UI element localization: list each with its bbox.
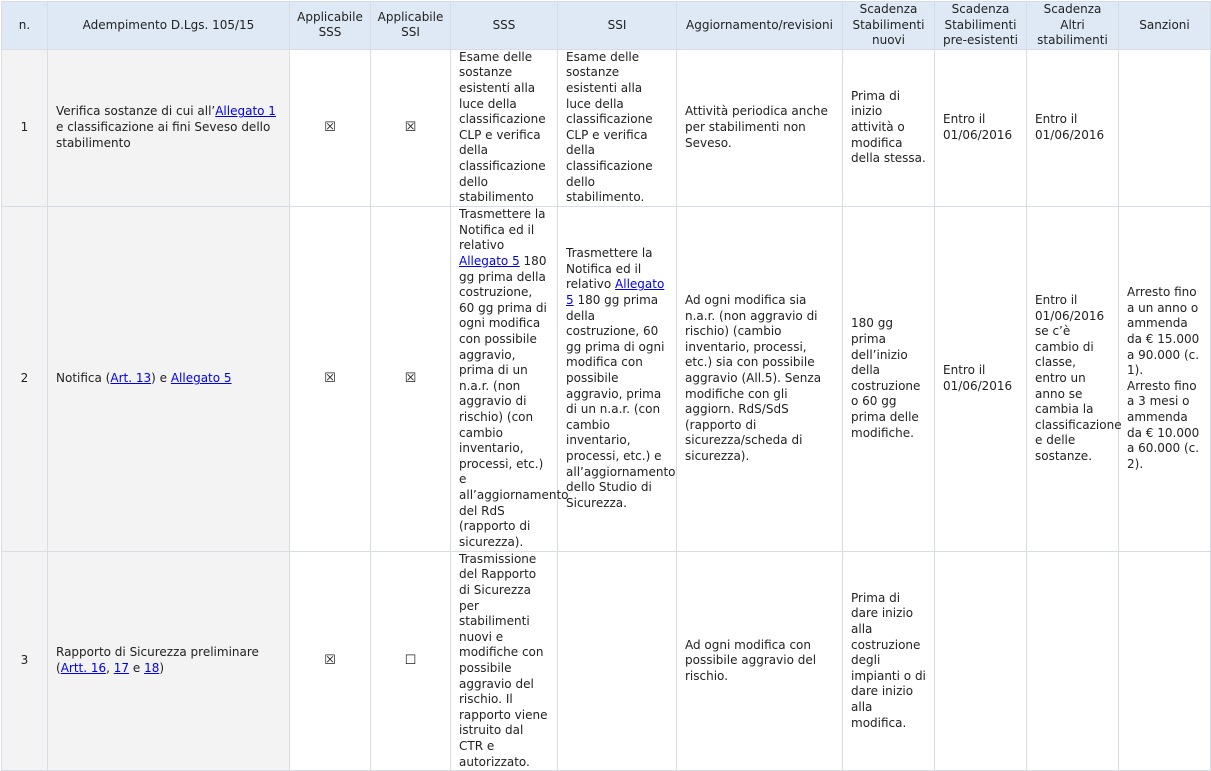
adempimento-text: e classificazione ai fini Seveso dello stabilimento	[56, 119, 271, 150]
adempimento-text: ) e	[151, 370, 171, 385]
art-18-link[interactable]: 18	[144, 660, 160, 675]
adempimento-text: ,	[106, 660, 114, 675]
sanzioni-cell	[1119, 551, 1211, 770]
table-row	[2, 206, 1211, 551]
art-13-link[interactable]: Art. 13	[110, 370, 152, 385]
header-n: n.	[2, 2, 48, 50]
ssi-cell	[558, 206, 677, 551]
adempimento-cell	[48, 551, 290, 770]
sss-cell: Esame delle sostanze esistenti alla luce della classificazione CLP e verifica della classificazione dello stabilimento	[451, 49, 558, 206]
sanzioni-text: Arresto fino a 3 mesi o ammenda da € 10.000 a 60.000 (c. 2).	[1127, 378, 1200, 471]
adempimento-text: )	[159, 660, 165, 675]
scadenza-altri-cell: Entro il 01/06/2016 se c’è cambio di classe, entro un anno se cambia la classificazione e delle sostanze.	[1027, 206, 1119, 551]
header-adempimento: Adempimento D.Lgs. 105/15	[48, 2, 290, 50]
applicabile-sss-checkbox: ☒	[290, 206, 371, 551]
aggiornamento-cell: Ad ogni modifica sia n.a.r. (non aggravio di rischio) (cambio inventario, processi, etc.) sia con possibile aggravio (All.5). Senza modifiche con gli aggiorn. RdS/SdS (rapporto di sicurezza/scheda di sicurezza).	[677, 206, 843, 551]
header-scadenza-pre-esistenti: Scadenza Stabilimenti pre-esistenti	[935, 2, 1027, 50]
header-row	[2, 2, 1211, 50]
allegato-5-link[interactable]: Allegato 5	[459, 254, 520, 269]
scadenza-pre-cell: Entro il 01/06/2016	[935, 206, 1027, 551]
row-number: 2	[2, 206, 48, 551]
allegato-5-link[interactable]: Allegato 5	[170, 370, 232, 385]
sanzioni-text: Arresto fino a un anno o ammenda da € 15.000 a 90.000 (c. 1).	[1127, 285, 1200, 378]
adempimenti-table	[1, 1, 1211, 771]
applicabile-ssi-checkbox: ☒	[371, 49, 451, 206]
table-row	[2, 49, 1211, 206]
sss-text: Trasmettere la Notifica ed il relativo	[459, 207, 546, 253]
adempimento-text: Notifica (	[56, 370, 111, 385]
header-ssi: SSI	[558, 2, 677, 50]
applicabile-sss-checkbox: ☒	[290, 49, 371, 206]
sanzioni-cell	[1119, 49, 1211, 206]
scadenza-altri-cell	[1027, 551, 1119, 770]
ssi-cell	[558, 551, 677, 770]
header-scadenza-altri: Scadenza Altri stabilimenti	[1027, 2, 1119, 50]
ssi-text: Trasmettere la Notifica ed il relativo	[566, 246, 653, 292]
sss-cell: Trasmissione del Rapporto di Sicurezza per stabilimenti nuovi e modifiche con possibile aggravio del rischio. Il rapporto viene istruito dal CTR e autorizzato.	[451, 551, 558, 770]
scadenza-nuovi-cell: Prima di dare inizio alla costruzione degli impianti o di dare inizio alla modifica.	[843, 551, 935, 770]
sanzioni-cell	[1119, 206, 1211, 551]
header-sanzioni: Sanzioni	[1119, 2, 1211, 50]
row-number: 3	[2, 551, 48, 770]
header-applicabile-ssi: Applicabile SSI	[371, 2, 451, 50]
allegato-1-link[interactable]: Allegato 1	[215, 104, 276, 119]
applicabile-sss-checkbox: ☒	[290, 551, 371, 770]
aggiornamento-cell: Attività periodica anche per stabilimenti non Seveso.	[677, 49, 843, 206]
scadenza-altri-cell: Entro il 01/06/2016	[1027, 49, 1119, 206]
row-number: 1	[2, 49, 48, 206]
ssi-text: 180 gg prima della costruzione, 60 gg prima di ogni modifica con possibile aggravio, prima di un n.a.r. (con cambio inventario, processi, etc.) e all’aggiornamento dello Studio di Sicurezza.	[566, 293, 676, 510]
adempimento-cell	[48, 49, 290, 206]
scadenza-nuovi-cell: Prima di inizio attività o modifica della stessa.	[843, 49, 935, 206]
adempimento-text: Rapporto di Sicurezza preliminare (	[56, 645, 259, 675]
applicabile-ssi-checkbox: ☒	[371, 206, 451, 551]
header-applicabile-sss: Applicabile SSS	[290, 2, 371, 50]
header-sss: SSS	[451, 2, 558, 50]
sss-cell	[451, 206, 569, 551]
header-aggiornamento: Aggiornamento/revisioni	[677, 2, 843, 50]
aggiornamento-cell: Ad ogni modifica con possibile aggravio del rischio.	[677, 551, 843, 770]
applicabile-ssi-checkbox: ☐	[371, 551, 451, 770]
scadenza-nuovi-cell: 180 gg prima dell’inizio della costruzione o 60 gg prima delle modifiche.	[843, 206, 935, 551]
scadenza-pre-cell: Entro il 01/06/2016	[935, 49, 1027, 206]
artt-16-link[interactable]: Artt. 16	[60, 660, 107, 675]
scadenza-pre-cell	[935, 551, 1027, 770]
allegato-5-link[interactable]: Allegato 5	[566, 277, 665, 308]
ssi-cell: Esame delle sostanze esistenti alla luce della classificazione CLP e verifica della classificazione dello stabilimento.	[558, 49, 677, 206]
adempimento-text: e	[129, 660, 145, 675]
adempimento-cell	[48, 206, 290, 551]
sss-text: 180 gg prima della costruzione, 60 gg prima di ogni modifica con possibile aggravio, prima di un n.a.r. (non aggravio di rischio) (con cambio inventario, processi, etc.) e all’aggiornamento del RdS (rapporto di sicurezza).	[459, 254, 569, 549]
table-row	[2, 551, 1211, 770]
header-scadenza-nuovi: Scadenza Stabilimenti nuovi	[843, 2, 935, 50]
art-17-link[interactable]: 17	[113, 660, 130, 675]
adempimento-text: Verifica sostanze di cui all’	[56, 104, 216, 119]
